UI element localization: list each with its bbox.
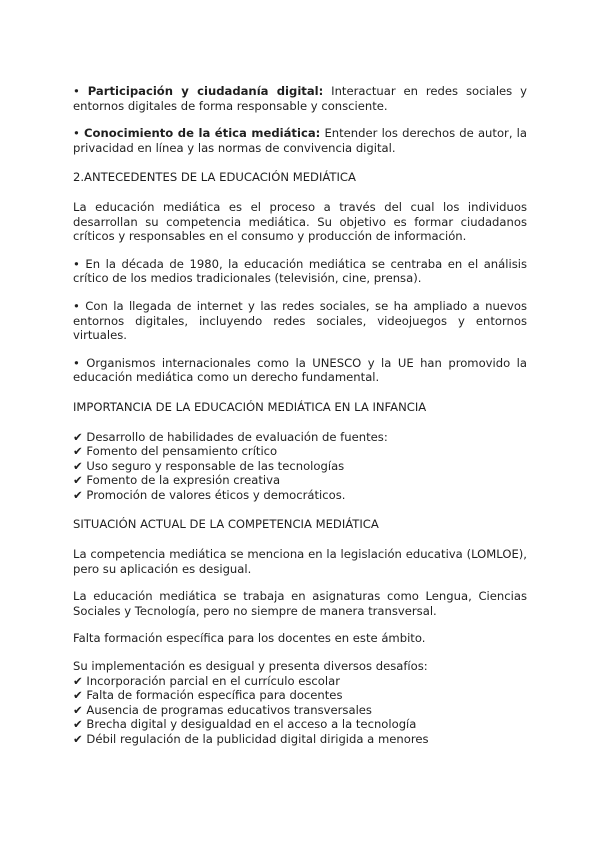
bullet-glyph: •	[73, 84, 80, 98]
bullet-text: Organismos internacionales como la UNESCO y la UE han promovido la educación mediática como un derecho fundamental.	[73, 355, 527, 385]
check-icon: ✔	[73, 487, 83, 502]
section-heading-importancia: IMPORTANCIA DE LA EDUCACIÓN MEDIÁTICA EN LA INFANCIA	[73, 399, 427, 414]
list-item-text: Desarrollo de habilidades de evaluación de fuentes:	[86, 429, 388, 444]
list-item	[73, 430, 527, 445]
bullet-glyph: •	[73, 126, 80, 141]
check-icon: ✔	[73, 444, 83, 459]
intro-bullet-participacion	[73, 84, 527, 113]
desafios-checklist	[73, 674, 527, 747]
bullet-organismos	[73, 356, 527, 385]
bullet-label: Conocimiento de la ética mediática:	[84, 126, 321, 141]
check-icon: ✔	[73, 717, 83, 732]
intro-bullet-etica	[73, 126, 527, 155]
paragraph-desafios-intro: Su implementación es desigual y presenta diversos desafíos:	[73, 659, 428, 674]
list-item-text: Débil regulación de la publicidad digital dirigida a menores	[86, 732, 429, 746]
section-heading-situacion: SITUACIÓN ACTUAL DE LA COMPETENCIA MEDIÁTICA	[73, 517, 379, 532]
list-item-text: Uso seguro y responsable de las tecnologías	[86, 458, 345, 473]
bullet-internet	[73, 299, 527, 343]
bullet-text: Con la llegada de internet y las redes sociales, se ha ampliado a nuevos entornos digitales, incluyendo redes sociales, videojuegos y entornos virtuales.	[73, 298, 528, 343]
check-icon: ✔	[73, 732, 83, 746]
list-item	[73, 473, 527, 488]
list-item	[73, 444, 527, 459]
list-item	[73, 674, 527, 689]
bullet-glyph: •	[73, 298, 80, 313]
list-item	[73, 732, 527, 747]
list-item-text: Brecha digital y desigualdad en el acceso a la tecnología	[86, 717, 417, 732]
bullet-text: En la década de 1980, la educación mediática se centraba en el análisis crítico de los medios tradicionales (televisión, cine, prensa).	[73, 256, 527, 286]
paragraph-asignaturas: La educación mediática se trabaja en asignaturas como Lengua, Ciencias Sociales y Tecnología, pero no siempre de manera transversal.	[73, 589, 527, 618]
bullet-text: Entender los derechos de autor, la privacidad en línea y las normas de convivencia digital.	[73, 126, 528, 155]
document-content	[73, 84, 527, 747]
paragraph-formacion: Falta formación específica para los docentes en este ámbito.	[73, 631, 426, 646]
list-item-text: Falta de formación específica para docentes	[86, 688, 343, 703]
list-item	[73, 459, 527, 474]
list-item	[73, 688, 527, 703]
check-icon: ✔	[73, 702, 83, 717]
importancia-checklist	[73, 430, 527, 503]
list-item	[73, 488, 527, 503]
paragraph-lomloe: La competencia mediática se menciona en la legislación educativa (LOMLOE), pero su aplicación es desigual.	[73, 547, 527, 576]
list-item	[73, 717, 527, 732]
bullet-glyph: •	[73, 355, 80, 370]
list-item-text: Fomento de la expresión creativa	[86, 473, 281, 488]
list-item-text: Fomento del pensamiento crítico	[86, 444, 278, 459]
check-icon: ✔	[73, 473, 83, 488]
check-icon: ✔	[73, 458, 83, 473]
check-icon: ✔	[73, 673, 83, 688]
bullet-text: Interactuar en redes sociales y entornos digitales de forma responsable y consciente.	[73, 84, 527, 113]
list-item-text: Ausencia de programas educativos transversales	[86, 702, 372, 717]
list-item-text: Incorporación parcial en el currículo escolar	[86, 673, 340, 688]
bullet-decada-1980	[73, 257, 527, 286]
section-heading-antecedentes: 2.ANTECEDENTES DE LA EDUCACIÓN MEDIÁTICA	[73, 170, 356, 185]
bullet-label: Participación y ciudadanía digital:	[87, 84, 324, 98]
list-item	[73, 703, 527, 718]
check-icon: ✔	[73, 688, 83, 703]
list-item-text: Promoción de valores éticos y democráticos.	[86, 487, 346, 502]
check-icon: ✔	[73, 429, 83, 444]
bullet-glyph: •	[73, 256, 80, 271]
paragraph-definicion: La educación mediática es el proceso a través del cual los individuos desarrollan su competencia mediática. Su objetivo es formar ciudadanos críticos y responsables en el consumo y producción de información.	[73, 199, 527, 244]
